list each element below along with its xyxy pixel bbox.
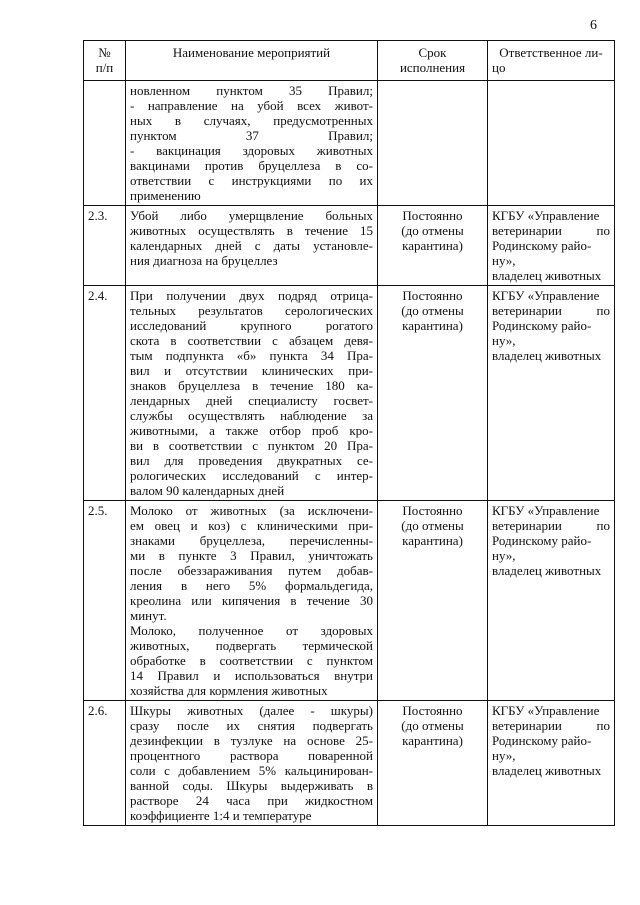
header-term-line: Срок [418,45,447,60]
responsible-text-line: Родинскому райо- [492,238,592,253]
action-text-line: минут. [130,608,167,623]
table-header-row [84,41,615,81]
action-text-line: валом 90 календарных дней [130,483,285,498]
action-text-line: растворе 24 часа при жидкостном [130,793,373,808]
row-term [378,206,488,286]
row-responsible [488,206,615,286]
header-number-line: № [98,45,111,60]
measures-table [83,40,615,826]
action-text-line: 14 Правил и использоваться внутри [130,668,373,683]
row-number: 2.3. [84,206,126,286]
term-text-line: (до отмены [401,303,464,318]
action-text-line: ответствии с инструкциями по их [130,173,373,188]
row-number: 2.6. [84,701,126,826]
action-text-line: хозяйства для кормления животных [130,683,328,698]
action-text-line: ния диагноза на бруцеллез [130,253,278,268]
responsible-text-line: ветеринарии по [492,303,610,318]
action-text-line: вил и отсутствии клинических при- [130,363,373,378]
action-text-line: При получении двух подряд отрица- [130,288,373,303]
header-number-line: п/п [95,60,114,75]
row-number: 2.5. [84,501,126,701]
header-responsible [488,41,615,81]
term-text-line: Постоянно [402,288,463,303]
action-text-line: рологических исследований с интер- [130,468,373,483]
action-text-line: соли с добавлением 5% кальцинирован- [130,763,373,778]
row-action [126,701,378,826]
action-text-line: службы осуществлять наблюдение за [130,408,373,423]
term-text-line: карантина) [402,533,463,548]
action-text-line: лендарных дней специалисту госвет- [130,393,373,408]
action-text-line: календарных дней с даты установле- [130,238,373,253]
responsible-text-line: владелец животных [492,563,602,578]
term-text-line: Постоянно [402,703,463,718]
action-text-line: знаками бруцеллеза, перечисленны- [130,533,373,548]
header-responsible-line: Ответственное ли- [499,45,603,60]
action-text-line: животных осуществлять в течение 15 [130,223,373,238]
action-text-line: сразу после их снятия подвергать [130,718,373,733]
responsible-text-line: ветеринарии по [492,518,610,533]
responsible-text-line: КГБУ «Управление [492,503,600,518]
action-text-line: ванной соды. Шкуры выдерживать в [130,778,373,793]
action-text-line: после обеззараживания путем добав- [130,563,373,578]
header-responsible-line: цо [492,60,506,75]
responsible-text-line: ну», [492,333,516,348]
term-text-line: Постоянно [402,503,463,518]
header-term-line: исполнения [399,60,466,75]
responsible-text-line: КГБУ «Управление [492,208,600,223]
action-text-line: Убой либо умерщвление больных [130,208,373,223]
action-text-line: - направление на убой всех живот- [130,98,373,113]
row-responsible [488,501,615,701]
action-text-line: ления в него 5% формальдегида, [130,578,373,593]
row-term [378,701,488,826]
responsible-text-line: ну», [492,548,516,563]
action-text-line: Шкуры животных (далее - шкуры) [130,703,373,718]
action-text-line: знаков бруцеллеза в течение 180 ка- [130,378,373,393]
responsible-text-line: ветеринарии по [492,223,610,238]
action-text-line: животными, а также отбор проб кро- [130,423,373,438]
responsible-text-line: КГБУ «Управление [492,288,600,303]
action-text-line: ви в соответствии с пунктом 20 Пра- [130,438,373,453]
action-text-line: Молоко, полученное от здоровых [130,623,373,638]
term-text-line: (до отмены [401,223,464,238]
action-text-line: пунктом 37 Правил; [130,128,373,143]
row-action [126,81,378,206]
action-text-line: тым подпункта «б» пункта 34 Пра- [130,348,373,363]
responsible-text-line: ну», [492,748,516,763]
table-row [84,286,615,501]
action-text-line: ми в пункте 3 Правил, уничтожать [130,548,373,563]
responsible-text-line: КГБУ «Управление [492,703,600,718]
action-text-line: тельных результатов серологических [130,303,373,318]
row-term [378,81,488,206]
action-text-line: исследований крупного рогатого [130,318,373,333]
row-responsible [488,286,615,501]
action-text-line: ем овец и коз) с клиническими при- [130,518,373,533]
responsible-text-line: ветеринарии по [492,718,610,733]
header-action [126,41,378,81]
action-text-line: креолина или кипячения в течение 30 [130,593,373,608]
row-action [126,286,378,501]
action-text-line: коэффициенте 1:4 и температуре [130,808,312,823]
action-text-line: новленном пунктом 35 Правил; [130,83,373,98]
action-text-line: вакцинами против бруцеллеза в со- [130,158,373,173]
term-text-line: карантина) [402,733,463,748]
term-text-line: (до отмены [401,518,464,533]
table-row [84,701,615,826]
row-term [378,286,488,501]
action-text-line: скота в соответствии с абзацем девя- [130,333,373,348]
row-responsible [488,81,615,206]
row-responsible [488,701,615,826]
table-row [84,81,615,206]
action-text-line: - вакцинация здоровых животных [130,143,373,158]
row-number [84,81,126,206]
header-number [84,41,126,81]
action-text-line: применению [130,188,201,203]
responsible-text-line: ну», [492,253,516,268]
responsible-text-line: владелец животных [492,348,602,363]
responsible-text-line: Родинскому райо- [492,318,592,333]
term-text-line: Постоянно [402,208,463,223]
table-row [84,206,615,286]
action-text-line: обработке в соответствии с пунктом [130,653,373,668]
action-text-line: ных в случаях, предусмотренных [130,113,373,128]
responsible-text-line: владелец животных [492,268,602,283]
header-term [378,41,488,81]
term-text-line: (до отмены [401,718,464,733]
row-action [126,501,378,701]
table-row [84,501,615,701]
action-text-line: дезинфекции в тузлуке на основе 25- [130,733,373,748]
responsible-text-line: Родинскому райо- [492,533,592,548]
page-number: 6 [590,18,597,33]
header-action-label: Наименование мероприятий [172,45,331,60]
row-action [126,206,378,286]
action-text-line: животных, подвергать термической [130,638,373,653]
action-text-line: процентного раствора поваренной [130,748,373,763]
term-text-line: карантина) [402,238,463,253]
action-text-line: вил для проведения двукратных се- [130,453,373,468]
action-text-line: Молоко от животных (за исключени- [130,503,373,518]
responsible-text-line: Родинскому райо- [492,733,592,748]
row-term [378,501,488,701]
term-text-line: карантина) [402,318,463,333]
responsible-text-line: владелец животных [492,763,602,778]
row-number: 2.4. [84,286,126,501]
